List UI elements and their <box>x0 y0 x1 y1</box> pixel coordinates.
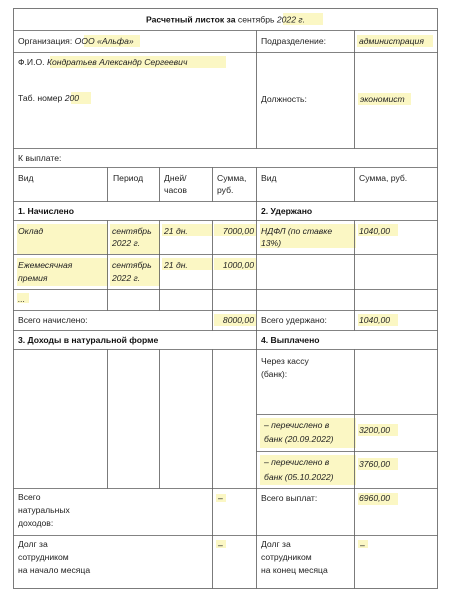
tab-row <box>18 93 79 103</box>
accrual-sum: 1000,00 <box>222 260 254 270</box>
org-row <box>18 36 134 46</box>
position-value: экономист <box>360 94 405 104</box>
section-withheld: 2. Удержано <box>261 206 313 216</box>
section-paid: 4. Выплачено <box>261 335 320 345</box>
total-in-kind-label: натуральных <box>18 505 70 515</box>
header-days-2: часов <box>164 185 187 195</box>
debt-end-label: на конец месяца <box>261 565 328 575</box>
accrual-vid: ... <box>18 294 26 304</box>
org-value: ООО «Альфа» <box>74 36 134 46</box>
accrual-period: сентябрь <box>112 260 152 270</box>
dept-label: Подразделение: <box>261 36 327 46</box>
header-sum-right: Сумма, руб. <box>359 173 408 183</box>
header-sum-2: руб. <box>217 185 234 195</box>
accrual-days: 21 дн. <box>164 226 188 236</box>
accrual-vid: Ежемесячная <box>18 260 73 270</box>
accrual-period: 2022 г. <box>112 273 141 283</box>
paid-item-sum: 3200,00 <box>359 425 391 435</box>
page-title: Расчетный листок за сентябрь 2022 г. <box>145 14 306 25</box>
debt-start-label: на начало месяца <box>18 565 91 575</box>
fio-label: Ф.И.О. <box>18 57 45 67</box>
debt-end-label: Долг за <box>261 539 291 549</box>
header-period: Период <box>113 173 144 183</box>
paid-item-label: – перечислено в <box>264 420 330 430</box>
accrual-vid: Оклад <box>18 226 44 236</box>
section-in-kind: 3. Доходы в натуральной форме <box>18 335 159 345</box>
debt-start-label: сотрудником <box>18 552 69 562</box>
section-accrued: 1. Начислено <box>18 206 74 216</box>
total-in-kind-label: доходов: <box>18 518 54 528</box>
paid-item-label: банк (20.09.2022) <box>264 434 334 444</box>
total-paid-label: Всего выплат: <box>261 493 318 503</box>
accrual-sum: 7000,00 <box>222 226 254 236</box>
total-withheld-label: Всего удержано: <box>261 315 327 325</box>
to-pay-label: К выплате: <box>18 153 62 163</box>
paid-item-sum: 3760,00 <box>359 459 391 469</box>
header-sum-1: Сумма, <box>217 173 247 183</box>
fio-row <box>18 57 188 67</box>
deduction-sum: 1040,00 <box>359 226 391 236</box>
cash-label: (банк): <box>261 369 288 379</box>
dept-value: администрация <box>359 36 424 46</box>
total-paid-value: 6960,00 <box>359 493 391 503</box>
debt-start-label: Долг за <box>18 539 48 549</box>
total-in-kind-label: Всего <box>18 492 41 502</box>
total-in-kind-value: – <box>218 493 223 503</box>
paid-item-label: банк (05.10.2022) <box>264 472 334 482</box>
deduction-vid: 13%) <box>261 238 282 248</box>
total-withheld-value: 1040,00 <box>359 315 391 325</box>
total-accrued-value: 8000,00 <box>222 315 254 325</box>
table-row <box>18 294 25 304</box>
cash-label: Через кассу <box>261 356 309 366</box>
debt-end-value: – <box>360 540 365 550</box>
fio-value: Кондратьев Александр Сергеевич <box>46 57 188 67</box>
tab-label: Таб. номер <box>18 93 63 103</box>
accrual-vid: премия <box>18 273 48 283</box>
accrual-days: 21 дн. <box>164 260 188 270</box>
debt-start-value: – <box>218 540 223 550</box>
tab-value: 200 <box>64 93 80 103</box>
position-label: Должность: <box>261 94 307 104</box>
debt-end-label: сотрудником <box>261 552 312 562</box>
org-label: Организация: <box>18 36 73 46</box>
accrual-period: сентябрь <box>112 226 152 236</box>
header-vid-right: Вид <box>261 173 277 183</box>
accrual-period: 2022 г. <box>112 238 141 248</box>
total-accrued-label: Всего начислено: <box>18 315 88 325</box>
header-vid: Вид <box>18 173 34 183</box>
paid-item-label: – перечислено в <box>264 457 330 467</box>
deduction-vid: НДФЛ (по ставке <box>261 226 333 236</box>
header-days-1: Дней/ <box>164 173 187 183</box>
